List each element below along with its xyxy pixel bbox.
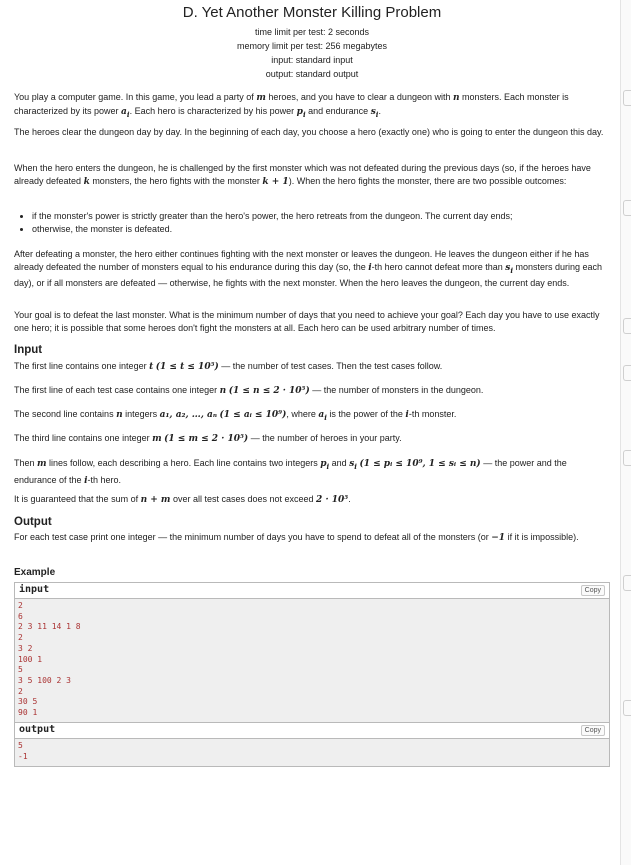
example-heading: Example [14, 567, 56, 578]
list-item: • otherwise, the monster is defeated. [32, 223, 513, 236]
output-heading: Output [14, 516, 52, 528]
sidebar-tab[interactable] [623, 365, 631, 381]
input-line: It is guaranteed that the sum of n + m over all test cases does not exceed 2 · 10⁵. [14, 494, 351, 505]
sidebar-tab[interactable] [623, 200, 631, 216]
statement-paragraph: The heroes clear the dungeon day by day. In the beginning of each day, you choose a hero (exactly one) who is going to enter the dungeon this day. [14, 127, 604, 137]
example-output-label: output [19, 724, 56, 735]
output-text: For each test case print one integer — the minimum number of days you have to spend to defeat all of the monsters (or −1 if it is impossible). [14, 532, 579, 543]
copy-input-button[interactable]: Copy [581, 585, 605, 596]
outcome-list [14, 210, 513, 236]
memory-limit: memory limit per test: 256 megabytes [236, 41, 388, 51]
input-line: The second line contains n integers a₁, a₂, …, aₙ (1 ≤ aᵢ ≤ 10⁹), where $a_i$ is the power of the i-th monster. [14, 409, 457, 422]
problem-title: D. Yet Another Monster Killing Problem [182, 4, 442, 21]
example-output-box [14, 722, 610, 767]
input-line: The third line contains one integer m (1 ≤ m ≤ 2 · 10⁵) — the number of heroes in your party. [14, 433, 402, 444]
example-input-label: input [19, 584, 50, 595]
time-limit: time limit per test: 2 seconds [254, 27, 370, 37]
sidebar-tab[interactable] [623, 90, 631, 106]
input-line: The first line contains one integer t (1 ≤ t ≤ 10⁵) — the number of test cases. Then the test cases follow. [14, 361, 443, 372]
sidebar-tab[interactable] [623, 450, 631, 466]
input-line: The first line of each test case contains one integer n (1 ≤ n ≤ 2 · 10⁵) — the number of monsters in the dungeon. [14, 385, 484, 396]
input-heading: Input [14, 344, 43, 356]
statement-paragraph: Your goal is to defeat the last monster. What is the minimum number of days that you need to achieve your goal? Each day you have to use exactly one hero; it is possible that some heroes don't fight the monsters at all. Each hero can be used arbitrary number of times. [14, 310, 600, 333]
sidebar-tab[interactable] [623, 575, 631, 591]
sidebar-tab[interactable] [623, 700, 631, 716]
input-line: Then m lines follow, each describing a hero. Each line contains two integers $p_i$ and $s_i$ (1 ≤ pᵢ ≤ 10⁹, 1 ≤ sᵢ ≤ n) — the power and the endurance of the i-th hero. [14, 458, 567, 486]
problem-statement [14, 0, 610, 761]
statement-paragraph: After defeating a monster, the hero either continues fighting with the next monster or leaves the dungeon. He leaves the dungeon either if he has already defeated the number of monsters equal to his endurance during this day (so, the i-th hero cannot defeat more than $s_i$ monsters during each day), or if all monsters are defeated — otherwise, he fights with the next monster. When the hero leaves the dungeon, the current day ends. [14, 249, 603, 289]
input-file: input: standard input [271, 55, 353, 65]
example-input-box [14, 582, 610, 724]
sidebar-tab[interactable] [623, 318, 631, 334]
statement-paragraph: You play a computer game. In this game, you lead a party of m heroes, and you have to clear a dungeon with n monsters. Each monster is characterized by its power $a_i$. Each hero is characterized by his power $p_i$ and endurance $s_i$. [14, 92, 569, 119]
copy-output-button[interactable]: Copy [581, 725, 605, 736]
output-file: output: standard output [265, 69, 359, 79]
right-sidebar-edge [620, 0, 631, 865]
statement-paragraph: When the hero enters the dungeon, he is challenged by the first monster which was not defeated during the previous days (so, if the heroes have already defeated k monsters, the hero fights with the monster k + 1). When the hero fights the monster, there are two possible outcomes: [14, 163, 591, 187]
example-output-text: 5 -1 [15, 739, 609, 766]
example-input-text: 2 6 2 3 11 14 1 8 2 3 2 100 1 5 3 5 100 2 3 2 30 5 90 1 [15, 599, 609, 723]
list-item: • if the monster's power is strictly greater than the hero's power, the hero retreats from the dungeon. The current day ends; [32, 210, 513, 223]
